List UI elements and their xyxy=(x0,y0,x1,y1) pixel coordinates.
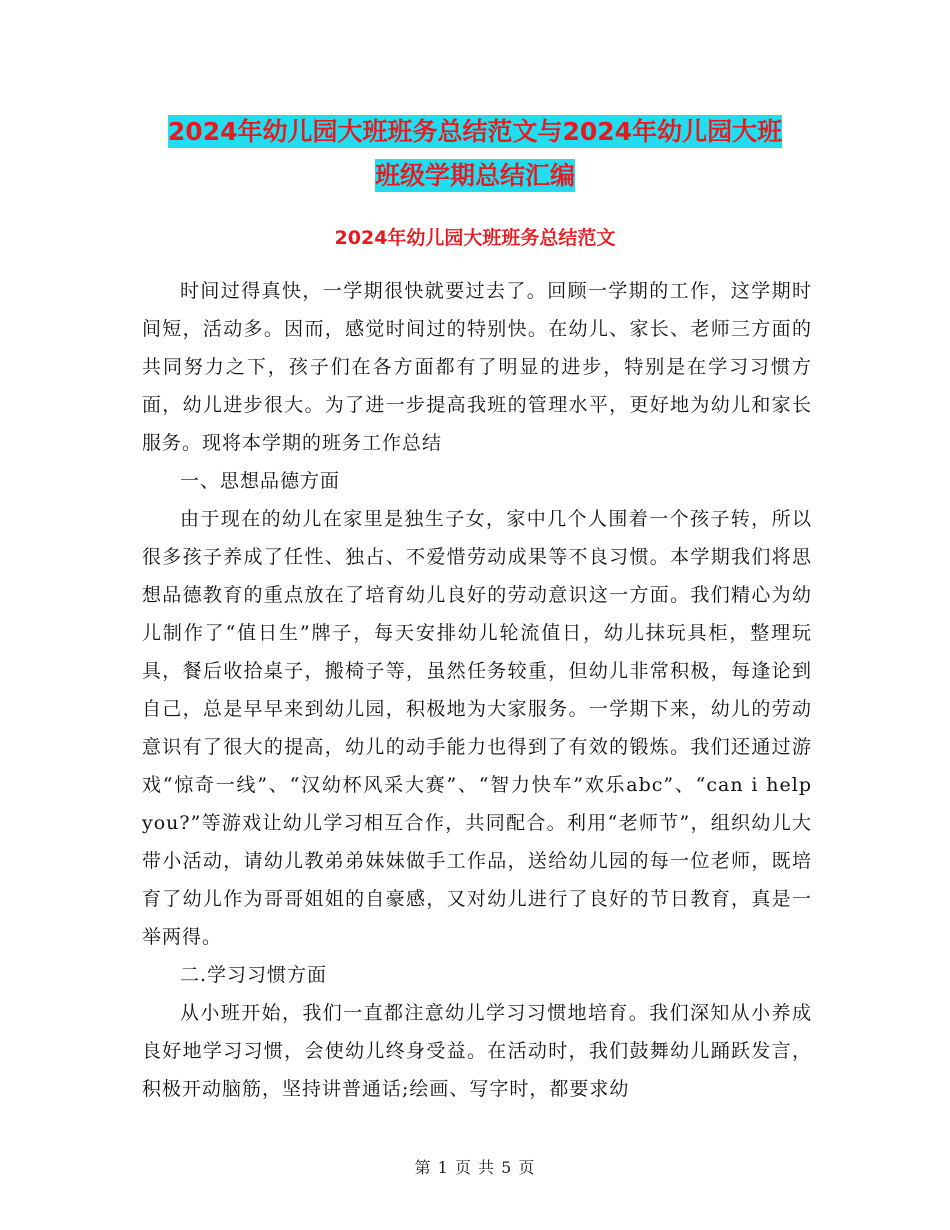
document-title-line-2 xyxy=(0,156,950,192)
title-highlight: 2024年幼儿园大班班务总结范文与2024年幼儿园大班 xyxy=(167,117,783,146)
paragraph-moral-education: 由于现在的幼儿在家里是独生子女，家中几个人围着一个孩子转，所以很多孩子养成了任性、独占、不爱惜劳动成果等不良习惯。本学期我们将思想品德教育的重点放在了培育幼儿良好的劳动意识这一方面。我们精心为幼儿制作了“值日生”牌子，每天安排幼儿轮流值日，幼儿抹玩具柜，整理玩具，餐后收拾桌子，搬椅子等，虽然任务较重，但幼儿非常积极，每逢论到自己，总是早早来到幼儿园，积极地为大家服务。一学期下来，幼儿的劳动意识有了很大的提高，幼儿的动手能力也得到了有效的锻炼。我们还通过游戏“惊奇一线”、“汉幼杯风采大赛”、“智力快车”欢乐abc”、“can i help you?”等游戏让幼儿学习相互合作，共同配合。利用“老师节”，组织幼儿大带小活动，请幼儿教弟弟妹妹做手工作品，送给幼儿园的每一位老师，既培育了幼儿作为哥哥姐姐的自豪感，又对幼儿进行了良好的节日教育，真是一举两得。 xyxy=(142,508,812,948)
document-body xyxy=(142,272,812,1108)
heading-study-habits: 二.学习习惯方面 xyxy=(180,964,328,986)
heading-moral-education: 一、思想品德方面 xyxy=(180,470,341,492)
paragraph-study-habits: 从小班开始，我们一直都注意幼儿学习习惯地培育。我们深知从小养成良好地学习习惯，会使幼儿终身受益。在活动时，我们鼓舞幼儿踊跃发言，积极开动脑筋，坚持讲普通话;绘画、写字时，都要求幼 xyxy=(142,1002,812,1100)
page-number-footer: 第 1 页 共 5 页 xyxy=(414,1158,536,1177)
title-highlight: 班级学期总结汇编 xyxy=(374,161,575,190)
section-title: 2024年幼儿园大班班务总结范文 xyxy=(334,227,616,249)
document-title-line-1 xyxy=(0,112,950,148)
paragraph-intro: 时间过得真快，一学期很快就要过去了。回顾一学期的工作，这学期时间短，活动多。因而，感觉时间过的特别快。在幼儿、家长、老师三方面的共同努力之下，孩子们在各方面都有了明显的进步，特别是在学习习惯方面，幼儿进步很大。为了进一步提高我班的管理水平，更好地为幼儿和家长服务。现将本学期的班务工作总结 xyxy=(142,280,812,454)
